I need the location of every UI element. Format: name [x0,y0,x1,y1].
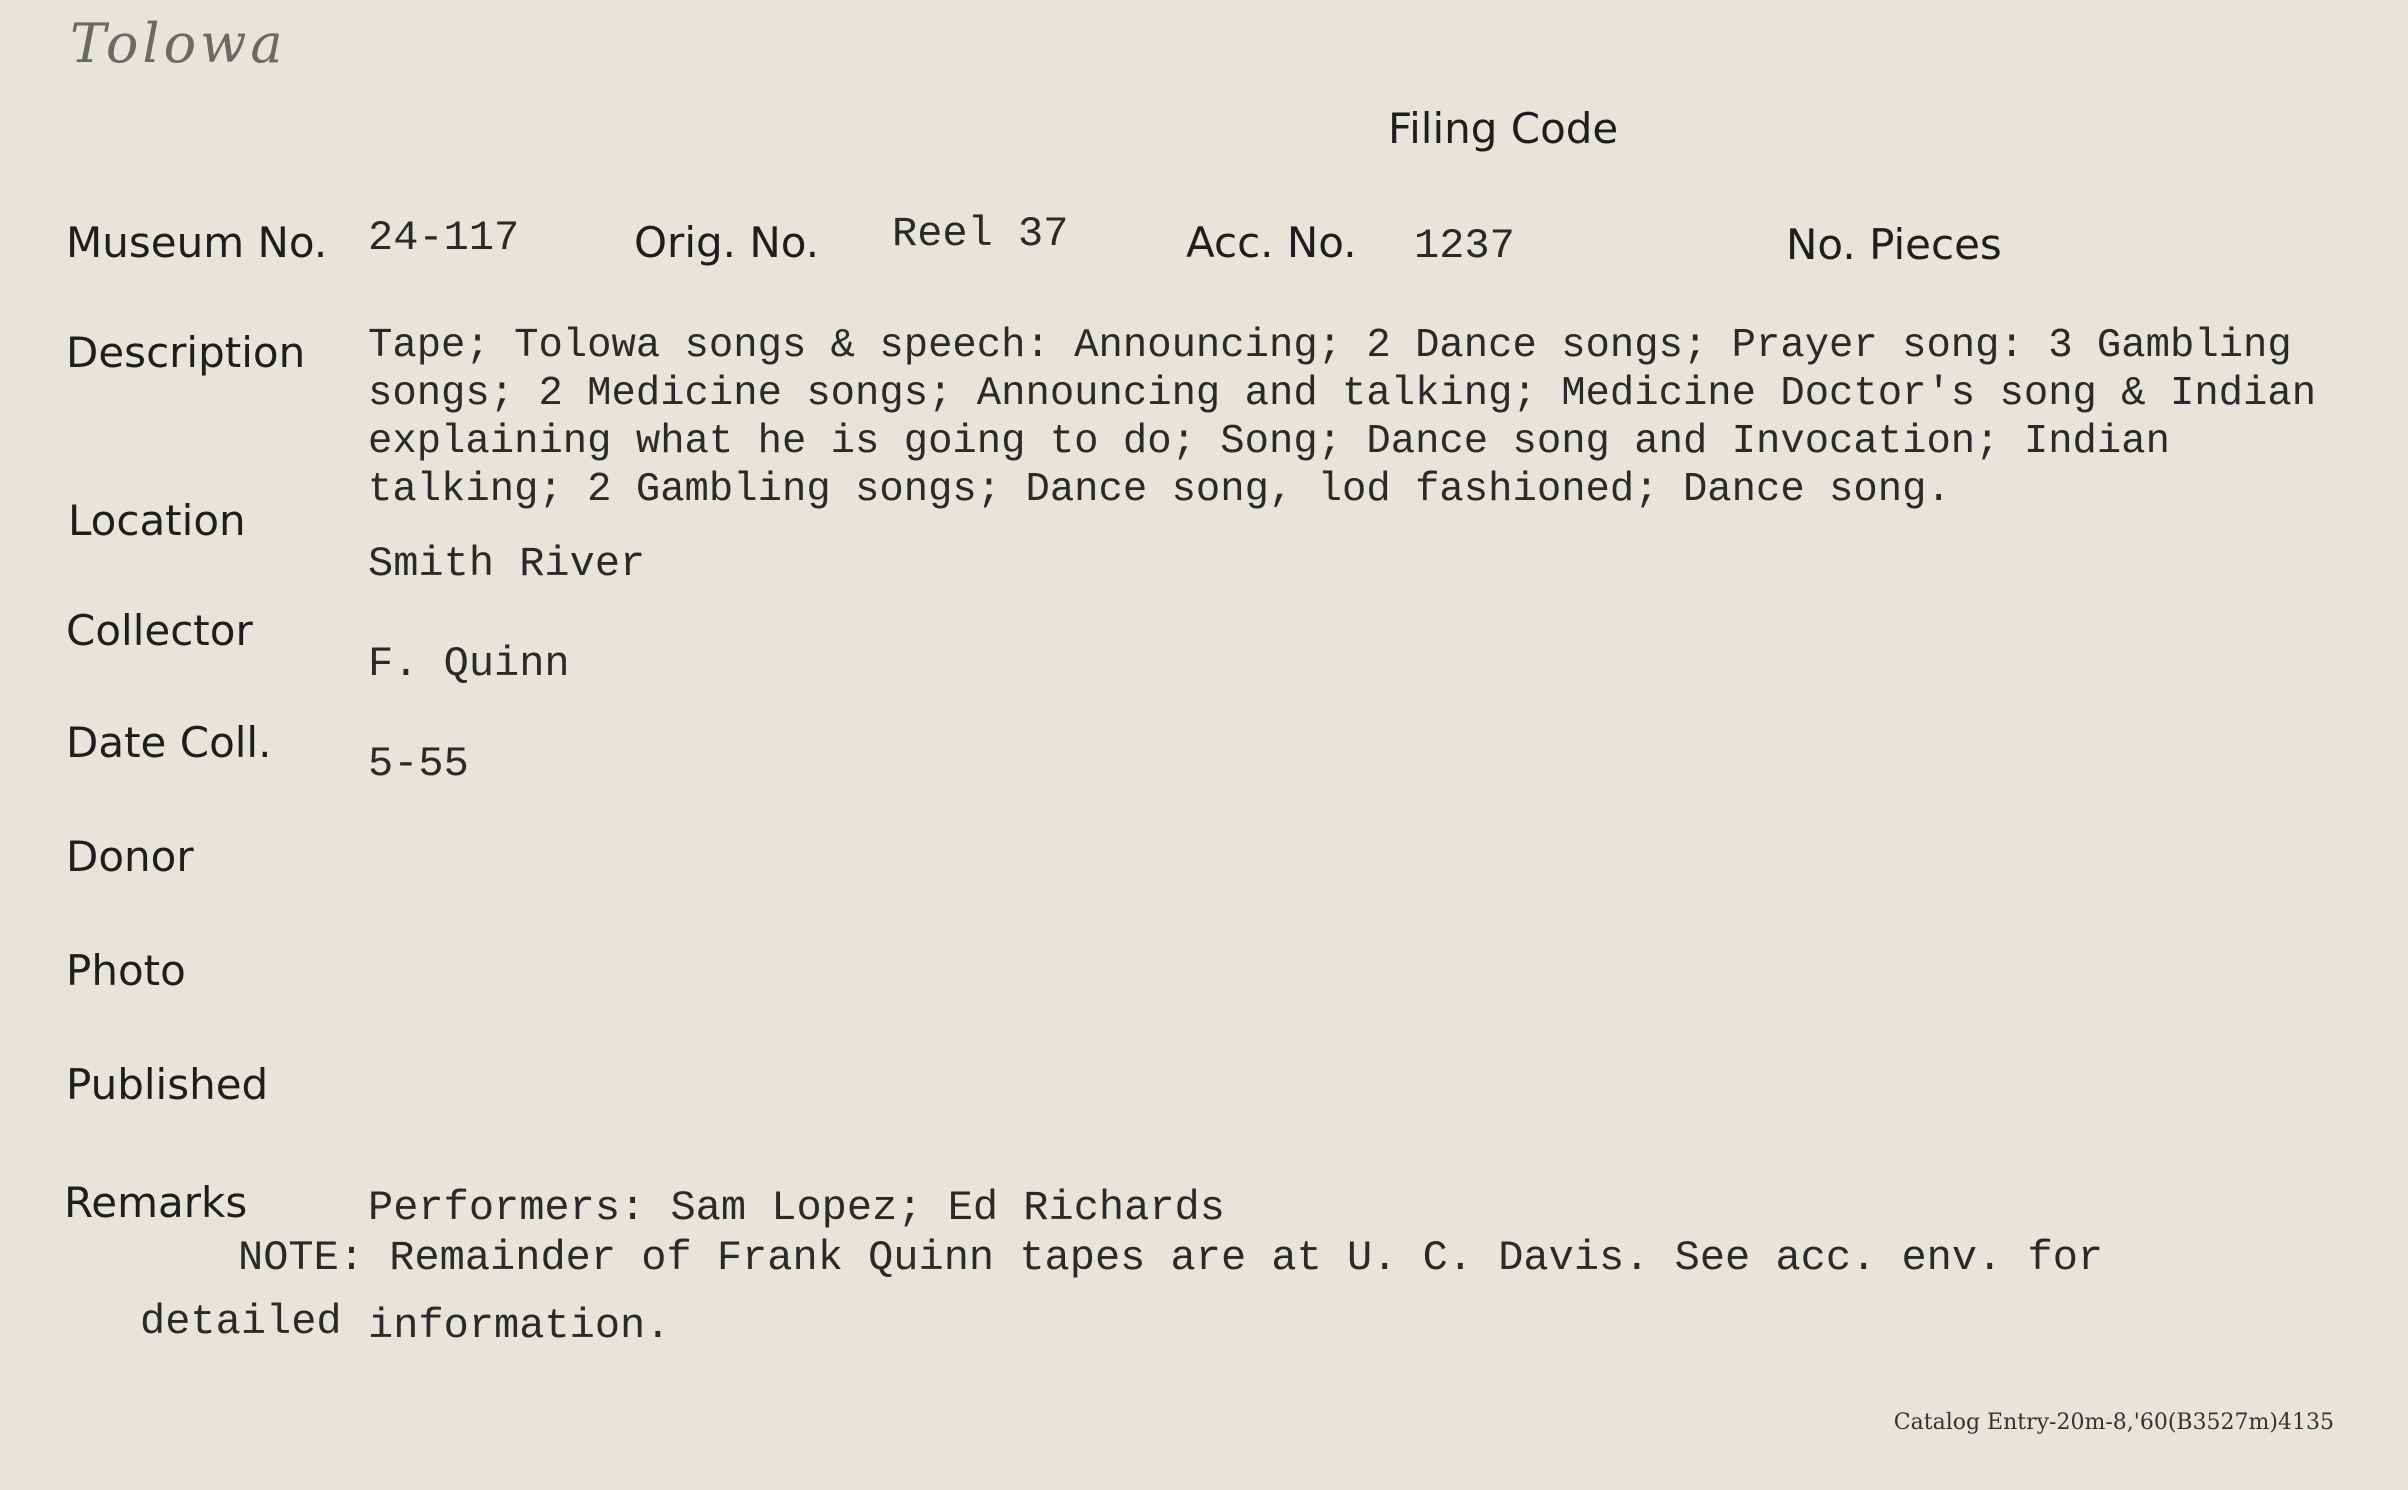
date-coll-label: Date Coll. [66,718,272,767]
donor-label: Donor [66,832,194,881]
remarks-label: Remarks [64,1178,248,1227]
acc-no-label: Acc. No. [1186,218,1357,267]
remarks-note-line1: NOTE: Remainder of Frank Quinn tapes are at U. C. Davis. See acc. env. for [238,1234,2104,1282]
location-label: Location [68,496,246,545]
museum-no-value: 24-117 [368,214,520,262]
date-coll-value: 5-55 [368,740,469,788]
description-label: Description [66,328,306,377]
filing-code-label: Filing Code [1388,104,1619,153]
location-value: Smith River [368,540,646,588]
collector-label: Collector [66,606,253,655]
published-label: Published [66,1060,269,1109]
description-value: Tape; Tolowa songs & speech: Announcing; 2 Dance songs; Prayer song: 3 Gambling songs; 2 Medicine songs; Announcing and talking; Medicine Doctor's song & Indian explaining what he is going to do; Song; Dance song and Invocation; Indian talking; 2 Gambling songs; Dance song, lod fashioned; Dance song. [368,323,2317,513]
catalog-entry-imprint: Catalog Entry-20m-8,'60(B3527m)4135 [1893,1410,2334,1435]
handwritten-culture-note: Tolowa [70,12,287,75]
museum-no-label: Museum No. [66,218,328,267]
collector-value: F. Quinn [368,640,570,688]
remarks-performers: Performers: Sam Lopez; Ed Richards [368,1184,1225,1232]
orig-no-label: Orig. No. [634,218,820,267]
orig-no-value: Reel 37 [892,210,1069,258]
no-pieces-label: No. Pieces [1786,220,2002,269]
acc-no-value: 1237 [1414,222,1515,270]
remarks-note-line2-start: detailed [140,1298,342,1346]
photo-label: Photo [66,946,186,995]
remarks-note-line2-end: information. [368,1302,671,1350]
